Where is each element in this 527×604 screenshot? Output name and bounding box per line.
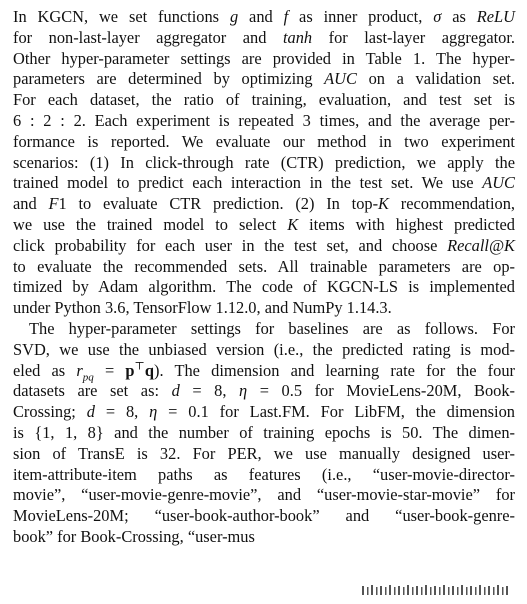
math-italic: AUC — [324, 69, 357, 89]
math-italic: Recall@K — [447, 235, 515, 255]
text-line — [13, 381, 515, 402]
text-line — [13, 111, 515, 132]
text-run: parameters are determined by optimizing — [13, 69, 325, 89]
text-line — [13, 527, 515, 548]
text-line — [13, 236, 515, 257]
text-line — [13, 361, 515, 382]
text-run: and — [13, 194, 49, 214]
math-italic: tanh — [282, 27, 313, 47]
text-run: as — [441, 7, 477, 26]
text-line — [13, 319, 515, 340]
math-italic: pq — [82, 370, 94, 383]
text-line — [13, 194, 515, 215]
text-run: to evaluate the recommended sets. All trainable parameters are op- — [13, 256, 515, 276]
math-italic: AUC — [482, 173, 515, 193]
text-line — [13, 465, 515, 486]
text-run: eled as — [13, 360, 77, 380]
text-run: datasets are set as: — [13, 381, 172, 401]
text-line — [13, 173, 515, 194]
math-italic: d — [171, 381, 180, 401]
math-italic: η — [149, 402, 158, 422]
text-run: = — [93, 360, 126, 380]
text-run: movie”, “user-movie-genre-movie”, and “user-movie-star-movie” for — [13, 485, 515, 505]
text-run: = 0.1 for Last.FM. For LibFM, the dimension — [157, 402, 515, 422]
text-line — [13, 402, 515, 423]
paragraph-2 — [13, 319, 515, 548]
text-line — [13, 49, 515, 70]
text-line — [13, 69, 515, 90]
text-run: click probability for each user in the test set, and choose — [13, 235, 448, 255]
math-italic: r — [76, 360, 83, 380]
text-line — [13, 153, 515, 174]
text-run: MovieLens-20M; “user-book-author-book” and “user-book-genre- — [13, 506, 515, 526]
math-italic: K — [287, 214, 299, 234]
text-run: trained model to predict each interaction in the test set. We use — [13, 173, 483, 193]
text-run: = 8, — [179, 381, 240, 401]
text-run: items with highest predicted — [298, 214, 515, 234]
text-run: as inner product, — [288, 7, 434, 26]
text-line — [13, 277, 515, 298]
text-line — [13, 506, 515, 527]
scan-artifact-edge — [362, 583, 512, 597]
text-run: SVD, we use the unbiased version (i.e., the predicted rating is mod- — [13, 339, 515, 359]
text-run: 1 to evaluate CTR prediction. (2) In top- — [58, 194, 379, 214]
text-line — [13, 444, 515, 465]
math-italic: η — [239, 381, 248, 401]
math-italic: f — [283, 7, 289, 26]
text-run: = 8, — [94, 402, 150, 422]
math-italic: g — [229, 7, 239, 26]
text-run: and — [238, 7, 284, 26]
math-italic: F — [48, 194, 59, 214]
text-line — [13, 485, 515, 506]
text-run: In KGCN, we set functions — [13, 7, 230, 26]
text-line — [13, 215, 515, 236]
text-line — [13, 28, 515, 49]
text-run: The hyper-parameter settings for baselines are as follows. For — [29, 318, 515, 338]
text-run: for last-layer aggregator. — [312, 27, 516, 47]
text-run: 6 : 2 : 2. Each experiment is repeated 3 times, and the average per- — [13, 110, 515, 130]
math-italic: K — [378, 194, 389, 214]
text-line — [13, 423, 515, 444]
text-run: Other hyper-parameter settings are provided in Table 1. The hyper- — [13, 48, 515, 68]
math-italic: σ — [433, 7, 442, 26]
text-run: ⊤ — [134, 360, 145, 373]
text-line — [13, 340, 515, 361]
text-run: under Python 3.6, TensorFlow 1.12.0, and NumPy 1.14.3. — [13, 298, 392, 318]
text-run: on a validation set. — [356, 69, 515, 89]
math-italic: d — [86, 402, 95, 422]
text-line — [13, 7, 515, 28]
text-run: is {1, 1, 8} and the number of training epochs is 50. The dimen- — [13, 422, 515, 442]
text-line — [13, 132, 515, 153]
text-run: timized by Adam algorithm. The code of KGCN-LS is implemented — [13, 277, 515, 297]
text-run: sion of TransE is 32. For PER, we use manually designed user- — [13, 443, 515, 463]
text-line — [13, 298, 515, 319]
text-run: recommendation, — [388, 194, 515, 214]
text-run: For each dataset, the ratio of training, evaluation, and test set is — [13, 90, 515, 110]
text-run: scenarios: (1) In click-through rate (CTR) prediction, we apply the — [13, 152, 515, 172]
text-run: formance is reported. We evaluate our method in two experiment — [13, 131, 515, 151]
text-run: ). The dimension and learning rate for the four — [154, 360, 515, 380]
text-run: item-attribute-item paths as features (i.e., “user-movie-director- — [13, 464, 515, 484]
math-italic: ReLU — [476, 7, 515, 26]
text-line — [13, 90, 515, 111]
text-run: book” for Book-Crossing, “user-mus — [13, 526, 255, 546]
math-bold: q — [144, 360, 154, 380]
text-run: = 0.5 for MovieLens-20M, Book- — [247, 381, 515, 401]
paragraph-1 — [13, 7, 515, 319]
text-column — [13, 7, 515, 548]
text-run: Crossing; — [13, 402, 87, 422]
math-bold: p — [125, 360, 135, 380]
text-run: we use the trained model to select — [13, 214, 288, 234]
text-run: for non-last-layer aggregator and — [13, 27, 283, 47]
text-line — [13, 257, 515, 278]
